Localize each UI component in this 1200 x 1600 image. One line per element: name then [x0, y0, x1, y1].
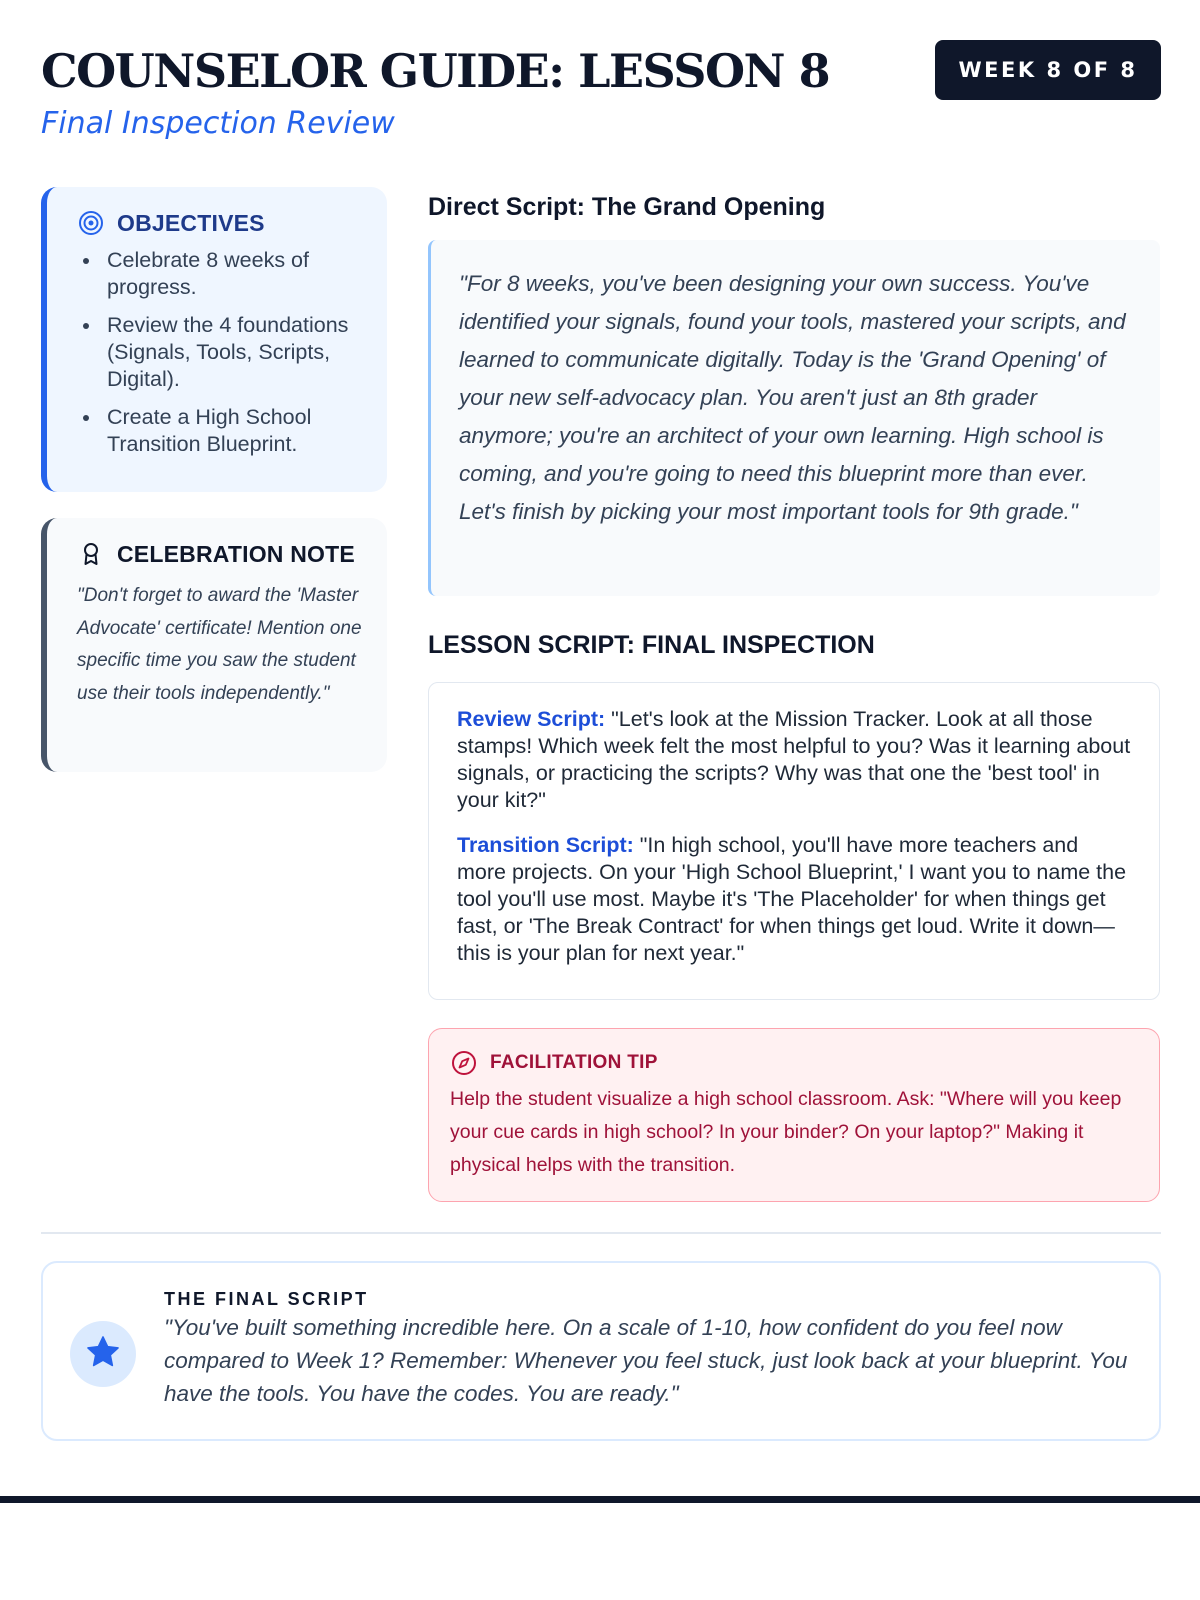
page-subtitle: Final Inspection Review [41, 106, 395, 141]
review-script-label: Review Script: [457, 707, 606, 731]
final-script-box [41, 1261, 1161, 1441]
section-divider [41, 1232, 1161, 1234]
list-item: Celebrate 8 weeks of progress. [77, 247, 363, 301]
transition-script-label: Transition Script: [457, 833, 634, 857]
celebration-heading: CELEBRATION NOTE [117, 540, 355, 567]
target-icon [77, 209, 105, 237]
facilitation-tip-heading: FACILITATION TIP [490, 1052, 658, 1073]
facilitation-tip-text: Help the student visualize a high school classroom. Ask: "Where will you keep your cue cards in high school? In your binder? On your laptop?" Making it physical helps with the transition. [450, 1088, 1122, 1176]
main-content [428, 187, 1160, 1202]
week-badge: WEEK 8 OF 8 [935, 40, 1161, 100]
compass-icon [450, 1049, 478, 1077]
page-title: COUNSELOR GUIDE: LESSON 8 [41, 44, 830, 98]
objectives-card [41, 187, 387, 492]
final-script-content [164, 1287, 1134, 1410]
transition-script [457, 832, 1133, 967]
list-item: Create a High School Transition Blueprint. [77, 404, 363, 458]
direct-script-title: Direct Script: The Grand Opening [428, 193, 826, 221]
objectives-list [77, 247, 363, 458]
transition-script-text: "In high school, you'll have more teachers and more projects. On your 'High School Blueprint,' I want you to name the tool you'll use most. Maybe it's 'The Placeholder' for when things get fast, or 'The Break Contract' for when things get loud. Write it down—this is your plan for next year." [457, 833, 1127, 965]
final-script-label: THE FINAL SCRIPT [164, 1289, 369, 1309]
page-header [41, 40, 1161, 150]
star-icon [84, 1333, 122, 1376]
final-script-text: "You've built something incredible here. On a scale of 1-10, how confident do you feel now compared to Week 1? Remember: Whenever you feel stuck, just look back at your blueprint. You have the tools. You have the codes. You are ready." [164, 1315, 1128, 1406]
facilitation-tip-header [450, 1049, 1137, 1077]
list-item: Review the 4 foundations (Signals, Tools, Scripts, Digital). [77, 312, 363, 393]
celebration-header [77, 540, 363, 568]
facilitation-tip-box [428, 1028, 1160, 1202]
review-script-text: "Let's look at the Mission Tracker. Look at all those stamps! Which week felt the most helpful to you? Was it learning about signals, or practicing the scripts? Why was that one the 'best tool' in your kit?" [457, 707, 1131, 812]
lesson-script-title: LESSON SCRIPT: FINAL INSPECTION [428, 631, 875, 659]
celebration-text: "Don't forget to award the 'Master Advocate' certificate! Mention one specific time you saw the student use their tools independently." [77, 585, 362, 704]
direct-script-quote-box [428, 240, 1160, 596]
celebration-card [41, 518, 387, 772]
lesson-script-box [428, 682, 1160, 1000]
review-script [457, 706, 1133, 814]
sidebar [41, 187, 387, 772]
direct-script-quote: "For 8 weeks, you've been designing your own success. You've identified your signals, found your tools, mastered your scripts, and learned to communicate digitally. Today is the 'Grand Opening' of your new self-advocacy plan. You aren't just an 8th grader anymore; you're an architect of your own learning. High school is coming, and you're going to need this blueprint more than ever. Let's finish by picking your most important tools for 9th grade." [459, 271, 1126, 524]
objectives-header [77, 209, 363, 237]
footer-bar [0, 1496, 1200, 1503]
star-badge [70, 1321, 136, 1387]
objectives-heading: OBJECTIVES [117, 209, 265, 236]
award-ribbon-icon [77, 540, 105, 568]
